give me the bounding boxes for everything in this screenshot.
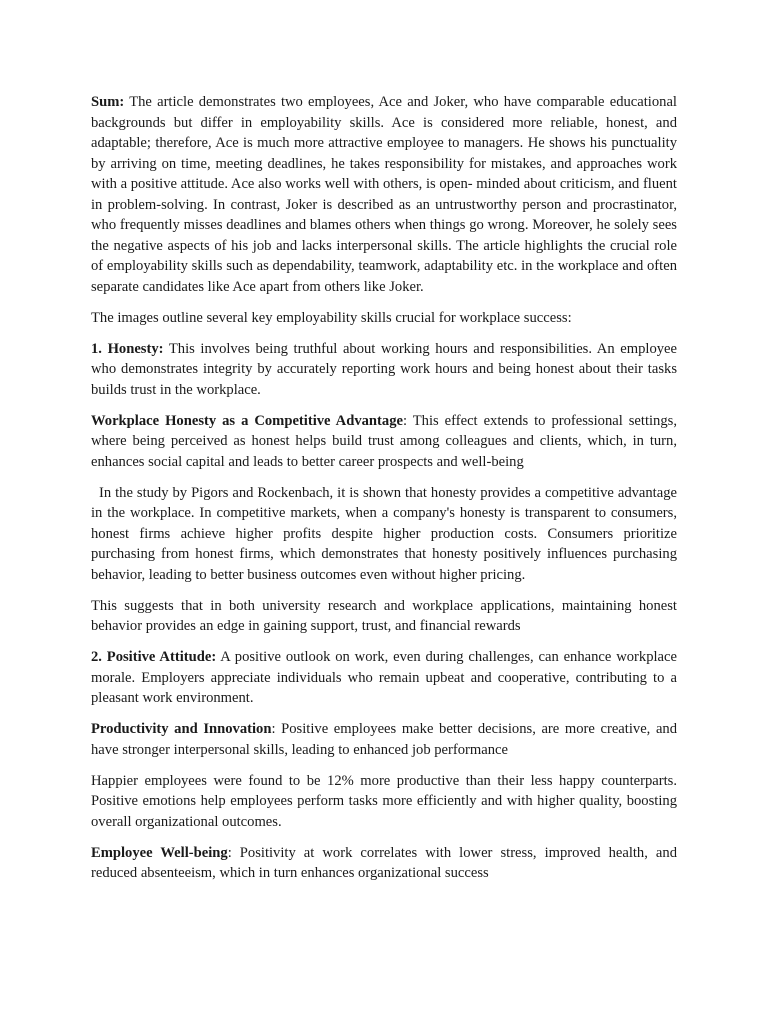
paragraph-text: : This effect extends to professional settings, where being perceived as honest helps build trust among colleagues and clients, which, in turn, enhances social capital and leads to better career prospects and well-being bbox=[91, 412, 677, 470]
paragraph-lead: Productivity and Innovation bbox=[91, 721, 272, 737]
paragraph-text: : Positivity at work correlates with lower stress, improved health, and reduced absenteeism, which in turn enhances organizational success bbox=[91, 844, 677, 881]
paragraph-text: The article demonstrates two employees, Ace and Joker, who have comparable educational backgrounds but differ in employability skills. Ace is considered more reliable, honest, and adaptable; therefore, Ace is much more attractive employee to managers. He shows his punctuality by arriving on time, meeting deadlines, he takes responsibility for mistakes, and approaches work with a positive attitude. Ace also works well with others, is open- minded about criticism, and fluent in problem-solving. In contrast, Joker is described as an untrustworthy person and procrastinator, who frequently misses deadlines and blames others when things go wrong. Moreover, he solely sees the negative aspects of his job and lacks interpersonal skills. The article highlights the crucial role of employability skills such as dependability, teamwork, adaptability etc. in the workplace and often separate candidates like Ace apart from others like Joker. bbox=[91, 94, 677, 295]
paragraph-lead: Employee Well-being bbox=[91, 844, 228, 861]
honesty-advantage-paragraph bbox=[91, 411, 677, 473]
well-being-paragraph bbox=[91, 843, 677, 884]
paragraph-text: A positive outlook on work, even during challenges, can enhance workplace morale. Employers appreciate individuals who remain upbeat and cooperative, contributing to a pleasant work environment. bbox=[91, 649, 677, 706]
paragraph-text: The images outline several key employability skills crucial for workplace success: bbox=[91, 309, 572, 326]
positive-attitude-paragraph bbox=[91, 647, 677, 709]
paragraph-lead: Workplace Honesty as a Competitive Advantage bbox=[91, 412, 403, 429]
productivity-paragraph bbox=[91, 719, 677, 760]
honesty-study-paragraph bbox=[91, 483, 677, 586]
paragraph-lead: Sum: bbox=[91, 94, 125, 110]
skills-intro-paragraph bbox=[91, 308, 677, 329]
document-body bbox=[91, 92, 677, 894]
honesty-paragraph bbox=[91, 339, 677, 401]
paragraph-text: : Positive employees make better decisions, are more creative, and have stronger interpersonal skills, leading to enhanced job performance bbox=[91, 721, 678, 758]
honesty-conclusion-paragraph bbox=[91, 596, 677, 637]
happier-employees-paragraph bbox=[91, 771, 677, 833]
summary-paragraph bbox=[91, 92, 677, 297]
paragraph-text: This suggests that in both university research and workplace applications, maintaining honest behavior provides an edge in gaining support, trust, and financial rewards bbox=[91, 597, 677, 634]
paragraph-text: This involves being truthful about working hours and responsibilities. An employee who demonstrates integrity by accurately reporting work hours and being honest about their tasks builds trust in the workplace. bbox=[91, 340, 677, 398]
paragraph-text: Happier employees were found to be 12% more productive than their less happy counterparts. Positive emotions help employees perform tasks more efficiently and with higher quality, boosting overall organizational outcomes. bbox=[91, 772, 677, 830]
paragraph-lead: 1. Honesty: bbox=[91, 340, 164, 357]
paragraph-text: In the study by Pigors and Rockenbach, it is shown that honesty provides a competitive advantage in the workplace. In competitive markets, when a company's honesty is transparent to consumers, honest firms achieve higher profits despite higher production costs. Consumers prioritize purchasing from honest firms, which demonstrates that honesty positively influences purchasing behavior, leading to better business outcomes even without higher pricing. bbox=[91, 484, 677, 583]
paragraph-lead: 2. Positive Attitude: bbox=[91, 649, 217, 665]
